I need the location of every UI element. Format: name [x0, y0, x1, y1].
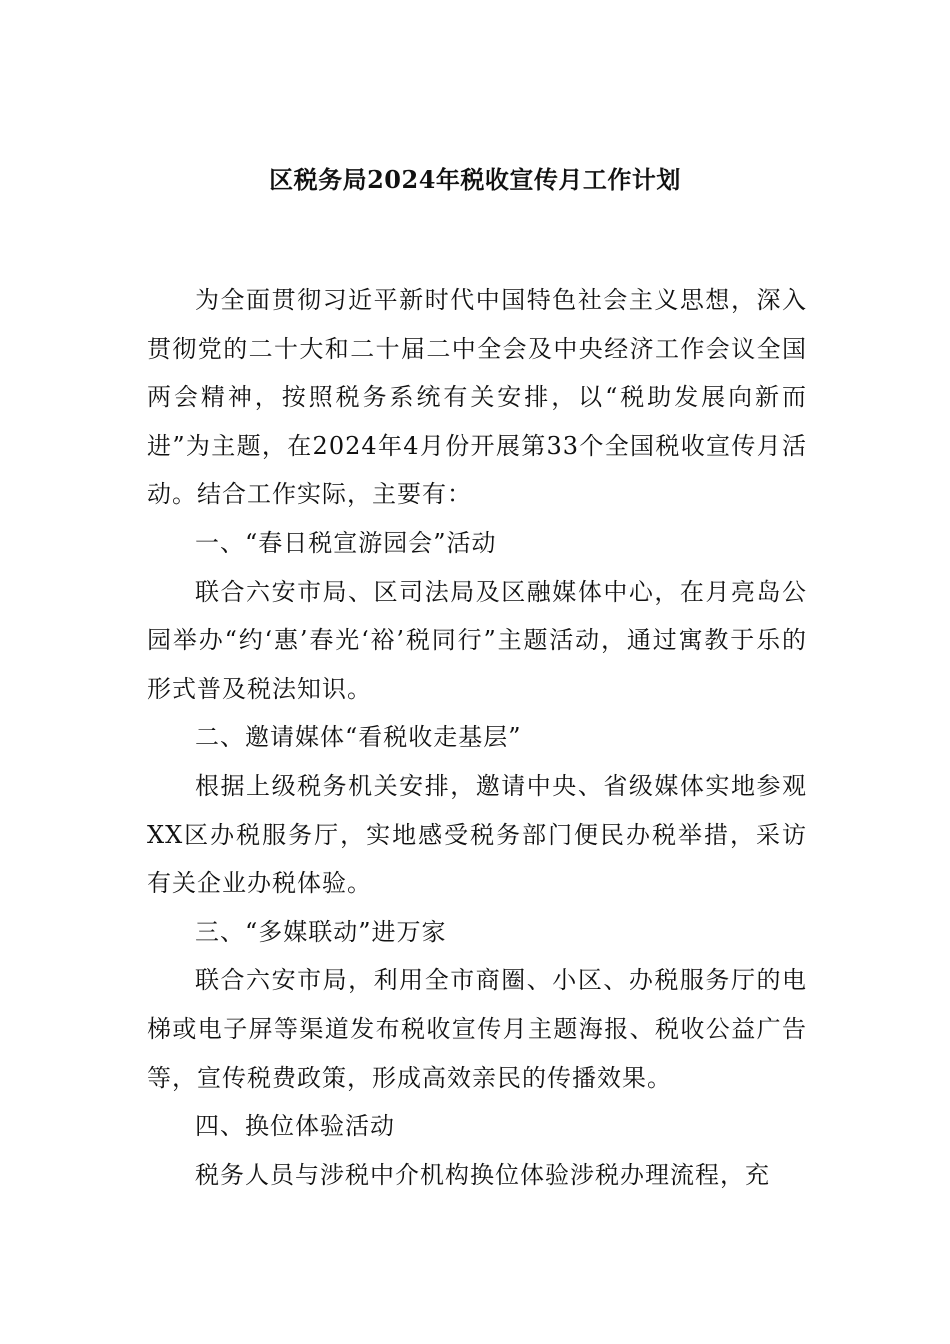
document-body [147, 276, 807, 1199]
document-title: 区税务局2024年税收宣传月工作计划 [269, 165, 681, 194]
section-4-heading: 四、换位体验活动 [195, 1112, 395, 1141]
section-4-text: 税务人员与涉税中介机构换位体验涉税办理流程，充 [195, 1160, 770, 1189]
section-2-text: 根据上级税务机关安排，邀请中央、省级媒体实地参观XX区办税服务厅，实地感受税务部门便民办税举措，采访有关企业办税体验。 [147, 771, 807, 898]
intro-paragraph: 为全面贯彻习近平新时代中国特色社会主义思想，深入贯彻党的二十大和二十届二中全会及中央经济工作会议全国两会精神，按照税务系统有关安排，以“税助发展向新而进”为主题，在2024年4月份开展第33个全国税收宣传月活动。结合工作实际，主要有： [147, 286, 807, 509]
section-3-heading: 三、“多媒联动”进万家 [195, 917, 447, 946]
section-1-text: 联合六安市局、区司法局及区融媒体中心，在月亮岛公园举办“约‘惠’春光‘裕’税同行”主题活动，通过寓教于乐的形式普及税法知识。 [147, 577, 807, 703]
section-3-text: 联合六安市局，利用全市商圈、小区、办税服务厅的电梯或电子屏等渠道发布税收宣传月主题海报、税收公益广告等，宣传税费政策，形成高效亲民的传播效果。 [147, 966, 807, 1092]
section-1-heading: 一、“春日税宣游园会”活动 [195, 528, 497, 557]
section-2-heading: 二、邀请媒体“看税收走基层” [195, 723, 522, 752]
